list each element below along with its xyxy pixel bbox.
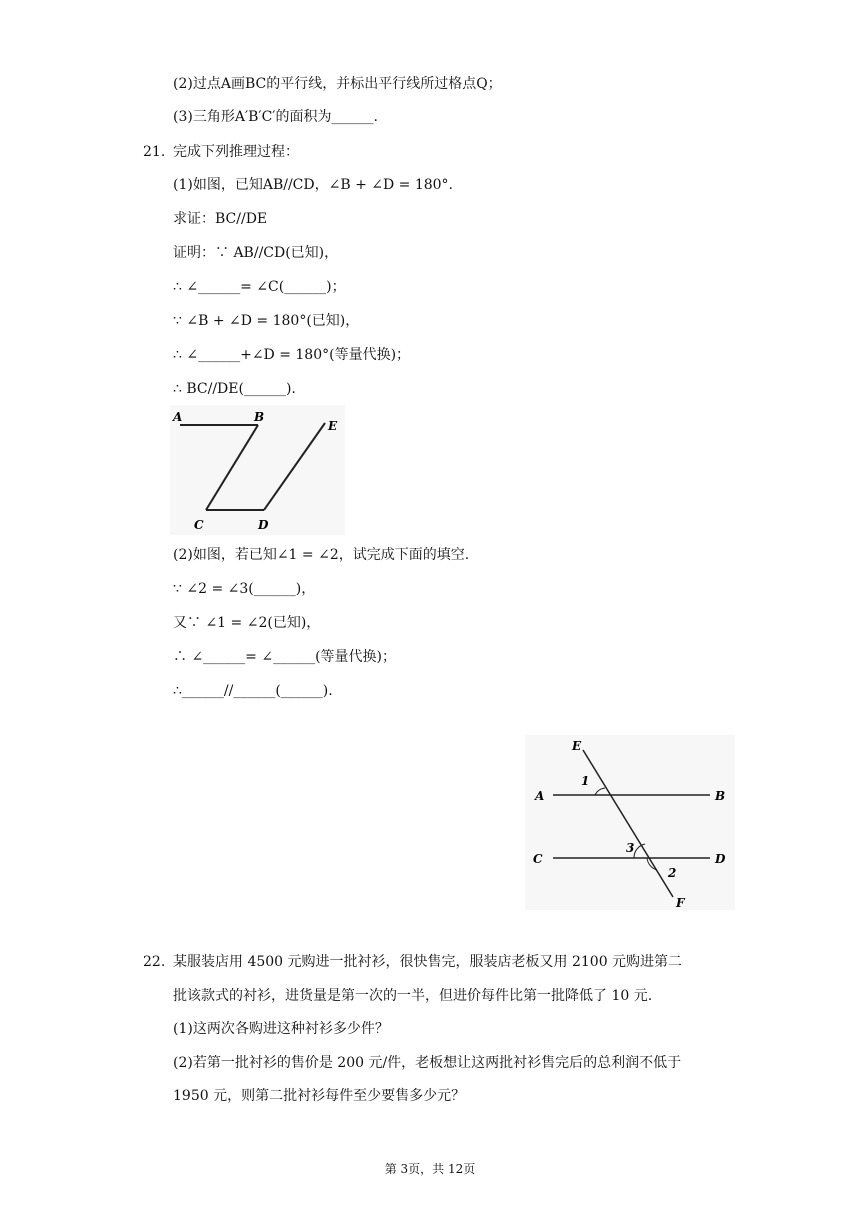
q21-part1-prove: 求证：BC//DE: [173, 211, 268, 227]
q22-line-4: (2)若第一批衬衫的售价是 200 元/件，老板想让这两批衬衫售完后的总利润不低于: [173, 1055, 682, 1071]
fig2-label-e: E: [572, 739, 582, 753]
q21-part2-step4: ∴______//______(______).: [173, 683, 333, 699]
fig1-label-c: C: [194, 518, 204, 532]
q21-part1-given: (1)如图，已知AB//CD，∠B + ∠D = 180°.: [173, 177, 454, 193]
q21-part2-step2: 又∵ ∠1 = ∠2(已知)，: [173, 615, 321, 631]
fig2-angle-2: 2: [668, 866, 677, 880]
fig1-label-b: B: [254, 410, 265, 424]
q22-line-3: (1)这两次各购进这种衬衫多少件？: [173, 1021, 389, 1037]
fig2-label-d: D: [715, 852, 726, 866]
q21-part1-step4: ∴ ∠______+∠D = 180°(等量代换)；: [173, 347, 411, 363]
q21-part1-step3: ∵ ∠B + ∠D = 180°(已知)，: [173, 313, 360, 329]
question-22-number: 22.: [143, 954, 166, 970]
q22-line-1: 某服装店用 4500 元购进一批衬衫，很快售完，服装店老板又用 2100 元购进第二: [173, 954, 683, 970]
fig2-label-c: C: [533, 852, 543, 866]
fig1-label-a: A: [173, 410, 183, 424]
fig2-angle-1: 1: [581, 774, 590, 788]
question-21-title: 完成下列推理过程：: [173, 144, 299, 160]
q21-part2-given: (2)如图，若已知∠1 = ∠2，试完成下面的填空.: [173, 547, 470, 563]
q21-part1-step1: 证明：∵ AB//CD(已知)，: [173, 245, 339, 261]
item-3-line: (3)三角形A′B′C′的面积为______.: [173, 109, 378, 125]
fig2-label-a: A: [535, 789, 545, 803]
question-21-number: 21.: [143, 144, 166, 160]
q22-line-2: 批该款式的衬衫，进货量是第一次的一半，但进价每件比第一批降低了 10 元.: [173, 988, 653, 1004]
q21-part2-step1: ∵ ∠2 = ∠3(______)，: [173, 581, 316, 597]
item-2-line: (2)过点A画BC的平行线，并标出平行线所过格点Q；: [173, 76, 502, 92]
fig2-angle-3: 3: [626, 841, 635, 855]
q22-line-5: 1950 元，则第二批衬衫每件至少要售多少元？: [173, 1088, 466, 1104]
fig1-label-d: D: [258, 518, 269, 532]
fig1-label-e: E: [328, 419, 338, 433]
figure-2-diagram: [525, 735, 735, 910]
fig2-label-b: B: [715, 789, 726, 803]
fig2-label-f: F: [676, 896, 685, 910]
q21-part2-step3: ∴ ∠______= ∠______(等量代换)；: [173, 649, 397, 665]
figure-1-diagram: [170, 405, 345, 535]
q21-part1-step2: ∴ ∠______= ∠C(______)；: [173, 279, 346, 295]
q21-part1-step5: ∴ BC//DE(______).: [173, 381, 296, 397]
page-footer: 第 3页，共 12页: [384, 1162, 476, 1176]
